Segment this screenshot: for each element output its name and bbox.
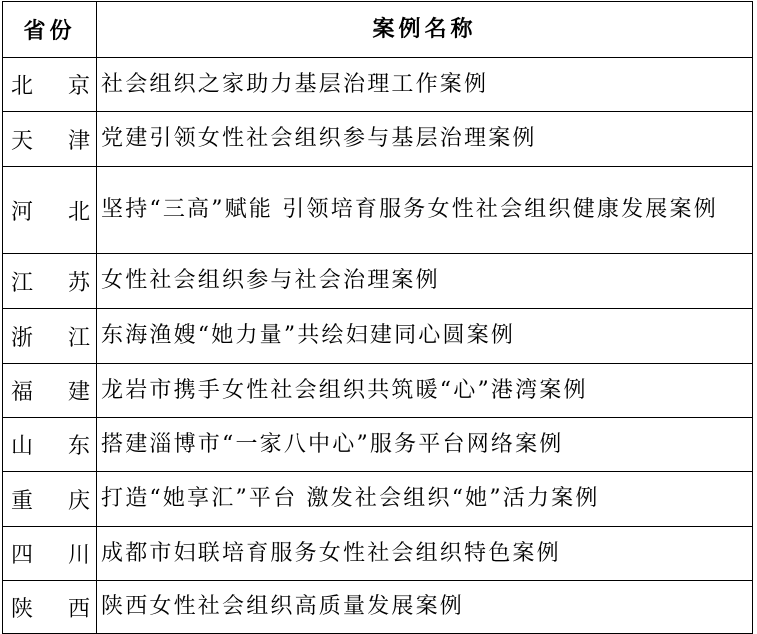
- province-cell: 北 京: [3, 58, 97, 111]
- table-row: [3, 57, 752, 111]
- header-province: 省份: [3, 2, 97, 57]
- province-cell: 福 建: [3, 364, 97, 417]
- province-cell: 天 津: [3, 112, 97, 166]
- table-row: [3, 580, 752, 633]
- table-row: [3, 363, 752, 417]
- province-cell: 河 北: [3, 167, 97, 253]
- province-cell: 山 东: [3, 418, 97, 471]
- case-name-cell: 东海渔嫂“她力量”共绘妇建同心圆案例: [101, 323, 516, 348]
- case-name-cell: 社会组织之家助力基层治理工作案例: [101, 71, 489, 97]
- table-row: [3, 111, 752, 166]
- province-cell: 四 川: [3, 527, 97, 580]
- table-row: [3, 308, 752, 363]
- table-row: [3, 526, 752, 580]
- case-name-cell: 搭建淄博市“一家八中心”服务平台网络案例: [101, 431, 564, 457]
- case-name-cell: 龙岩市携手女性社会组织共筑暖“心”港湾案例: [101, 377, 588, 403]
- province-cell: 重 庆: [3, 472, 97, 526]
- table-row: [3, 253, 752, 308]
- table-row: [3, 417, 752, 471]
- table-header-row: [3, 2, 752, 57]
- case-name-cell: 党建引领女性社会组织参与基层治理案例: [101, 126, 537, 151]
- case-name-cell: 坚持“三高”赋能 引领培育服务女性社会组织健康发展案例: [101, 197, 718, 222]
- case-name-cell: 陕西女性社会组织高质量发展案例: [101, 594, 465, 619]
- case-name-cell: 女性社会组织参与社会治理案例: [101, 268, 440, 293]
- province-cell: 陕 西: [3, 581, 97, 633]
- case-name-cell: 打造“她享汇”平台 激发社会组织“她”活力案例: [101, 486, 600, 511]
- province-cell: 浙 江: [3, 309, 97, 363]
- header-case-name: 案例名称: [372, 16, 477, 42]
- table-row: [3, 166, 752, 253]
- province-cell: 江 苏: [3, 254, 97, 308]
- case-name-cell: 成都市妇联培育服务女性社会组织特色案例: [101, 540, 561, 566]
- case-table: [2, 1, 753, 634]
- table-row: [3, 471, 752, 526]
